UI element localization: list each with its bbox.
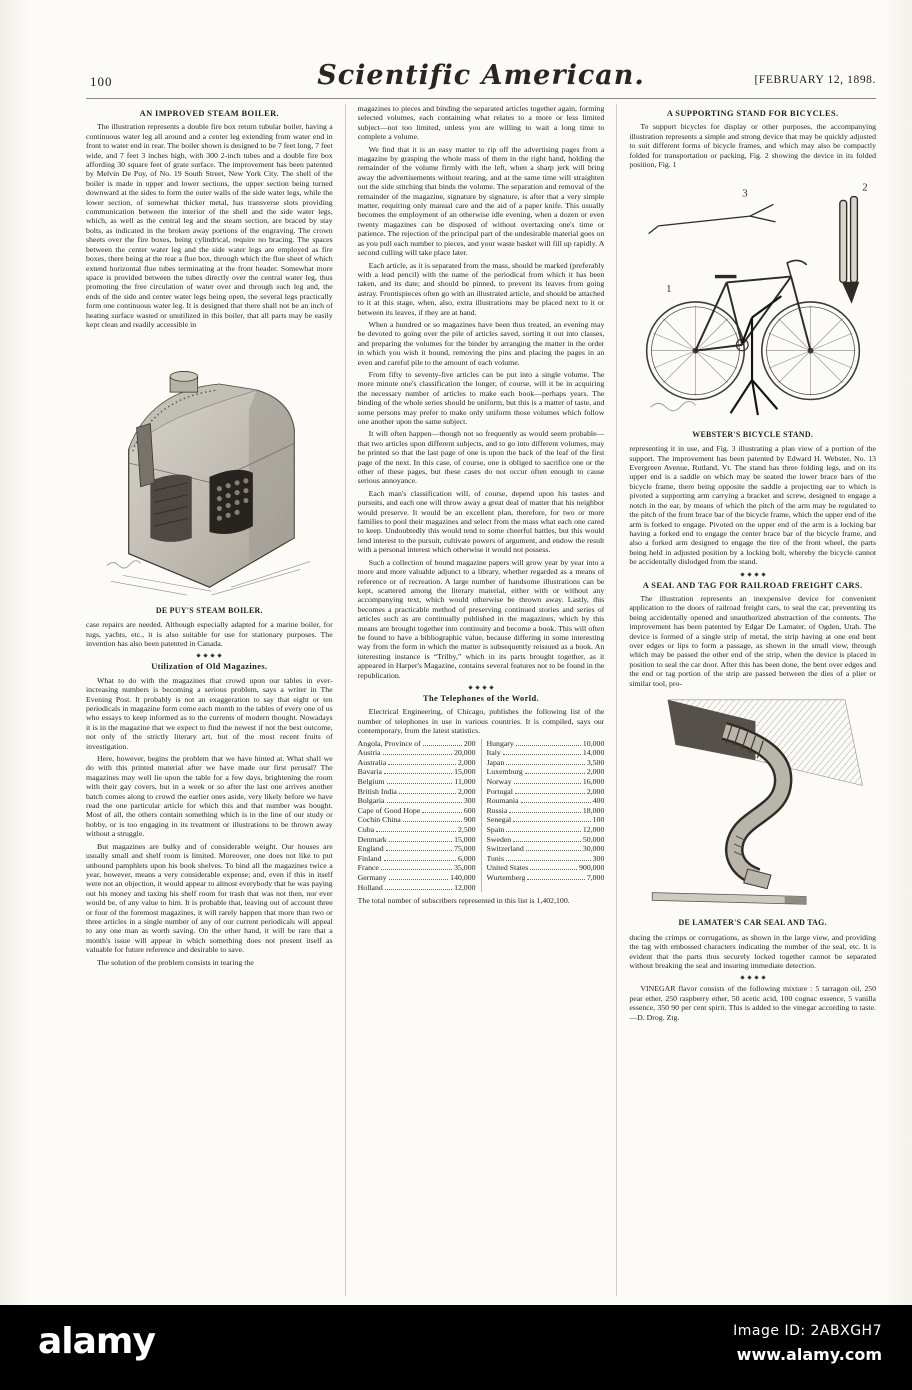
article-title-steam-boiler: AN IMPROVED STEAM BOILER.: [139, 109, 280, 118]
dot-leader: [514, 783, 581, 784]
dot-leader: [385, 889, 452, 890]
country-name: British India: [357, 786, 397, 796]
vinegar-note: VINEGAR flavor consists of the following mixture : 5 tarragon oil, 250 pear ether, 250 raspberry ether, 50 acetic acid, 100 cognac essence, 5 vanilla essence, 350 90 per cent spirit. This is added to the vinegar according to taste.—D. Drog. Ztg.: [629, 984, 877, 1022]
divider-diamond: [754, 572, 758, 576]
seal-paragraph-2: ducing the crimps or corrugations, as shown in the large view, and providing the tag with embossed characters indicating the number of the seal, etc. It is evident that the parts thus securely locked together cannot be separated without breaking the seal and insuring immediate detection.: [629, 932, 877, 971]
divider-diamond: [475, 685, 479, 689]
telephones-intro: Electrical Engineering, of Chicago, publishes the following list of the number of telephones in use in various countries. It is compiled, says our contemporary, from the latest statistics.: [357, 707, 605, 736]
country-name: Austria: [357, 748, 381, 758]
telephone-table-row: [358, 825, 476, 835]
telephone-table-row: [358, 806, 476, 816]
telephone-table-row: [358, 815, 476, 825]
dot-leader: [403, 821, 462, 822]
magazines-paragraph: It will often happen—though not so frequently as would seem probable—that two articles upon different subjects, and to go into different volumes, may be printed so that the last page of one is upon the back of the leaf of the first page of the next. In this case, of course, one is obliged to sacrifice one or the other of these pages, but these cases do not occur often enough to cause serious annoyance.: [357, 429, 605, 486]
telephone-table-row: [358, 767, 476, 777]
magazines-paragraph: When a hundred or so magazines have been thus treated, an evening may be devoted to going over the pile of articles saved, sorting it out into classes, and preparing the volumes for the binder by arranging the matter in the order in which you wish it bound, removing the pins and placing the pages in an even and careful pile to the amount of each volume.: [357, 319, 605, 367]
country-name: Germany: [357, 872, 387, 882]
telephone-table-row: [487, 844, 605, 854]
divider-diamond: [754, 976, 758, 980]
divider-diamond: [747, 976, 751, 980]
dot-leader: [384, 860, 456, 861]
alamy-watermark-bar: [0, 1305, 912, 1390]
divider-diamond: [740, 976, 744, 980]
telephone-count: 300: [592, 853, 605, 863]
dot-leader: [388, 764, 456, 765]
country-name: Italy: [486, 748, 501, 758]
telephone-count: 6,000: [457, 853, 476, 863]
steam-boiler-illustration: [93, 333, 325, 601]
magazines-paragraph: Each man's classification will, of course, depend upon his tastes and pursuits, and each one will throw away a great deal of matter that his neighbor would preserve. It would be an excellent plan, therefore, for two or more families to pool their magazines and select from the mass what each one cared to keep. Undoubtedly this would tend to some cheerful battles, but this would lend interest to the pursuit, cultivate powers of argument, and endow the result with a personal interest which otherwise it would not possess.: [357, 488, 605, 555]
telephone-table-row: [358, 854, 476, 864]
article-title-bicycle-stand: A SUPPORTING STAND FOR BICYCLES.: [666, 109, 839, 118]
image-id: Image ID: 2ABXGH7: [733, 1323, 882, 1339]
issue-date: [FEBRUARY 12, 1898.: [754, 74, 876, 86]
divider-diamond: [740, 572, 744, 576]
masthead-title: Scientific American.: [317, 60, 645, 91]
dot-leader: [376, 831, 456, 832]
divider-diamond: [761, 976, 765, 980]
article-title-car-seal: A SEAL AND TAG FOR RAILROAD FREIGHT CARS.: [642, 580, 863, 590]
column-1: [86, 104, 333, 1296]
telephone-table-row: [358, 758, 476, 768]
telephones-table-left-column: [358, 739, 482, 893]
dot-leader: [503, 754, 581, 755]
country-name: Senegal: [486, 815, 512, 825]
telephone-count: 400: [592, 796, 605, 806]
steam-boiler-caption: DE PUY'S STEAM BOILER.: [155, 605, 263, 615]
divider-diamond: [211, 654, 215, 658]
telephone-count: 900: [463, 815, 476, 825]
section-divider: [86, 654, 333, 657]
magazines-paragraph: From fifty to seventy-five articles can be put into a single volume. The more minute one's classification the longer, of course, will it be in acquiring the necessary number of articles to make each book—perhaps years. The binding of the whole series should be uniform, but this is a matter of taste, and some persons may prefer to make only uniform those volumes which follow one another upon the same subject.: [357, 369, 605, 426]
telephone-count: 3,500: [586, 757, 605, 767]
divider-diamond: [761, 572, 765, 576]
telephone-count: 30,000: [582, 844, 605, 854]
bicycle-stand-illustration: [633, 173, 873, 425]
telephone-table-row: [487, 796, 605, 806]
article-title-telephones: The Telephones of the World.: [423, 693, 539, 703]
seal-paragraph-1: The illustration represents an inexpensive device for convenient application to the doors of railroad freight cars, to seal the car, preventing its being accidentally opened and unauthorized abstraction of the contents. The improvement has been patented by Edgar De Lamater, of Ogden, Utah. The device is formed of a single strip of metal, the strip having at one end bent over edges or lips to form a passage, as shown in the small view, through which may be passed the other end of the strip, when the device is placed in position to seal the car door. After this has been done, the bent over edges and the end or tag portion of the strip are passed between the dies of a plier or similar tool, pro-: [629, 593, 877, 688]
telephone-table-row: [358, 844, 476, 854]
telephone-table-row: [358, 739, 476, 749]
dot-leader: [506, 860, 591, 861]
telephones-table-right-column: [487, 739, 605, 893]
country-name: Tunis: [486, 853, 505, 863]
country-name: Hungary: [486, 738, 514, 748]
telephone-table-row: [487, 835, 605, 845]
country-name: Russia: [486, 805, 508, 815]
page-number: 100: [90, 74, 113, 89]
divider-diamond: [468, 685, 472, 689]
country-name: Portugal: [486, 786, 513, 796]
telephone-count: 12,000: [454, 882, 476, 892]
telephone-count: 20,000: [454, 748, 476, 758]
country-name: Denmark: [357, 834, 387, 844]
magazines-paragraph: Such a collection of bound magazine papers will grow year by year into a more and more valuable adjunct to a library, whether regarded as a means of reference or of recreation. A large number of handsome illustrations can be kept, scattered among the literary material, either with or without any accompanying text, which would otherwise be thrown away. Lastly, this becomes a practicable method of preserving continued stories and series of articles such as are continually published in the magazines, which by this means are brought together into continuity and become a book. This will often be found to have a bibliographic value, because differing in some interesting way from the form in which the matter is subsequently reissued as a book. An interesting instance is “Trilby,” which in its parts brought together, as it appeared in Harper's Magazine, contains several features not to be found in the republication.: [357, 557, 605, 680]
telephone-count: 2,500: [457, 824, 476, 834]
header-rule: [86, 98, 876, 99]
telephone-table-row: [487, 873, 605, 883]
telephone-count: 2,000: [586, 786, 605, 796]
divider-diamond: [218, 654, 222, 658]
section-divider: [629, 976, 876, 979]
telephone-count: 12,000: [582, 824, 605, 834]
telephone-count: 15,000: [454, 767, 476, 777]
magazines-paragraph: Here, however, begins the problem that we have hinted at. What shall we do with this printed material after we have made our first perusal? The magazines may well lie upon the table for a few days, brightening the room with their gay covers, but in a week or so after the last one arrives another batch comes along to crowd the earlier ones aside, very likely before we have read the one particular article for which this and that number was bought. Most of all, the others contain something which is in the line of our study or hobby, or is too engaging in its treatment or illustrations to be thrown away without a struggle.: [86, 754, 333, 839]
telephone-table-row: [358, 748, 476, 758]
bicycle-stand-caption: WEBSTER'S BICYCLE STAND.: [692, 429, 814, 439]
magazines-paragraph: But magazines are bulky and of considerable weight. Our houses are usually small and shelf room is limited. Moreover, one does not like to put unbound pamphlets upon his book shelves. To bind all the magazines twice a year, however, means a very considerable expense; and, even if this in itself were not an objection, it would appear to almost everybody that he was paying out his money and taxing his shelf room for trash that was not then, nor ever would be, of any value to him. It is probable that, leaving out of account three or four of the foremost magazines, it will rarely happen that more than two or three articles in a single number of any of our current periodicals will appeal to any one man as worth saving. On the other hand, it will be rare that a month's issue will appear in which something does not present itself as valuable for future reference and desirable to save.: [86, 841, 333, 955]
country-name: Holland: [357, 882, 383, 892]
magazines-paragraph: What to do with the magazines that crowd upon our tables in ever-increasing numbers is becoming a serious problem, says a writer in The Evening Post. It probably is not an exaggeration to say that eight or ten periodicals in magazine form come each month to the tables of every one of us who essays to keep informed as to the currents of modern thought. Nowadays it is in the magazine that we expect to find the newest if not the best outcome, not only of the strictly literary art, but of the most recent fruits of investigation.: [86, 675, 333, 751]
column-3: [616, 104, 876, 1296]
telephone-count: 16,000: [582, 776, 605, 786]
telephones-table: [358, 739, 605, 893]
telephone-table-row: [487, 777, 605, 787]
divider-diamond: [489, 685, 493, 689]
country-name: Spain: [486, 824, 505, 834]
telephone-count: 2,000: [457, 757, 476, 767]
dot-leader: [386, 850, 452, 851]
car-seal-illustration: [638, 692, 868, 914]
telephone-count: 75,000: [454, 844, 476, 854]
telephone-table-row: [358, 796, 476, 806]
telephones-total: The total number of subscribers represented in this list is 1,402,100.: [357, 896, 570, 906]
dot-leader: [515, 793, 585, 794]
telephone-count: 50,000: [582, 834, 605, 844]
dot-leader: [389, 879, 448, 880]
country-name: France: [357, 863, 379, 873]
country-name: England: [357, 844, 384, 854]
dot-leader: [513, 841, 581, 842]
dot-leader: [506, 831, 581, 832]
telephone-count: 15,000: [454, 834, 476, 844]
car-seal-caption: DE LAMATER'S CAR SEAL AND TAG.: [678, 918, 827, 928]
telephone-count: 2,000: [586, 767, 605, 777]
dot-leader: [530, 869, 577, 870]
section-divider: [358, 686, 605, 689]
page-header: [86, 58, 876, 96]
telephone-count: 100: [592, 815, 605, 825]
article-title-magazines: Utilization of Old Magazines.: [151, 662, 268, 672]
figure-label: 3: [741, 187, 748, 200]
telephone-table-row: [487, 758, 605, 768]
column-2: [345, 104, 605, 1296]
magazines-paragraph: Each article, as it is separated from the mass, should be marked (preferably with a lead pencil) with the name of the periodical from which it has been taken, and its date; and should be pinned, to prevent its leaves from going astray. Frontispieces often go with an illustrated article, and should be attached to it at this stage, when, also, extra illustrations may be placed next to it or between its leaves, if they are at hand.: [357, 260, 605, 317]
telephone-table-row: [358, 873, 476, 883]
magazines-paragraph: We find that it is an easy matter to rip off the advertising pages from a magazine by grasping the whole mass of them in the right hand, holding the remainder of the volume firmly with the left, when a sharp jerk will bring away the advertisements without tearing, and at the same time will straighten out the side stitching that binds the volume. The separation and removal of the remainder of the magazine, signature by signature, is after that a very simple matter, requiring only manual care and the aid of a paper knife. This usually becomes the employment of an otherwise idle evening, when a dozen or even twenty magazines can be disposed of without overtaxing one's time or patience. The rejection of the principal part of the undesirable material goes on as you pull each number to pieces, and your waste basket will fill up rapidly. A second culling will take place later.: [357, 144, 605, 258]
country-name: United States: [486, 863, 529, 873]
dot-leader: [506, 764, 585, 765]
country-name: Cape of Good Hope: [357, 805, 421, 815]
dot-leader: [513, 821, 590, 822]
divider-diamond: [204, 654, 208, 658]
country-name: Finland: [357, 853, 382, 863]
dot-leader: [384, 773, 452, 774]
magazines-paragraph: The solution of the problem consists in tearing the: [97, 957, 254, 967]
alamy-meta: [733, 1323, 882, 1364]
alamy-logo: alamy: [38, 1321, 155, 1362]
country-name: Cuba: [357, 824, 375, 834]
dot-leader: [387, 802, 462, 803]
country-name: Cochin China: [357, 815, 401, 825]
dot-leader: [521, 802, 591, 803]
telephone-table-row: [487, 739, 605, 749]
magazines-paragraph-continued: magazines to pieces and binding the separated articles together again, forming selected volumes, each containing what relates to a more or less limited subject—not too limited, unless you are willing to wait a long time to complete a volume.: [357, 104, 605, 142]
telephone-table-row: [487, 748, 605, 758]
country-name: Japan: [486, 757, 505, 767]
country-name: Belgium: [357, 776, 385, 786]
bicycle-paragraph-2: representing it in use, and Fig. 3 illustrating a plan view of a portion of the support. The improvement has been patented by Edward H. Webster, No. 13 Evergreen Avenue, Rutland, Vt. The stand has three folding legs, and on its upper end is a saddle on which may be seated the lower brace bars of the bicycle frame, there being opposite the saddle a projecting ear to which is pivoted a supporting arm carrying a bracket and screw, designed to engage a notch in the ear, by means of which the pitch of the arm may be regulated to the pitch of the front brace bar of the bicycle frame, which the upper end of the arm is forked to engage. Pivoted on the upper end of the arm is a locking bar having a forked end to engage the center brace bar of the bicycle frame, and also a forked arm designed to engage the tire of the front wheel, the parts being held in adjusted position by a locking bolt, whereby the bicycle cannot be accidentally dislodged from the stand.: [629, 444, 877, 567]
dot-leader: [387, 783, 453, 784]
dot-leader: [399, 793, 456, 794]
telephone-count: 600: [463, 805, 476, 815]
dot-leader: [525, 773, 585, 774]
telephone-count: 11,000: [454, 776, 476, 786]
steam-boiler-figure: [86, 333, 333, 615]
dot-leader: [422, 812, 462, 813]
telephone-count: 300: [463, 796, 476, 806]
boiler-paragraph-2: case repairs are needed. Although especially adapted for a marine boiler, for tugs, yachts, etc., it is also suitable for use for stationary purposes. The invention has also been patented in Canada.: [86, 620, 333, 648]
figure-label: 1: [665, 283, 672, 296]
telephone-table-row: [358, 863, 476, 873]
dot-leader: [509, 812, 581, 813]
telephone-count: 35,000: [454, 863, 476, 873]
country-name: Sweden: [486, 834, 512, 844]
telephone-count: 900,000: [579, 863, 605, 873]
telephone-table-row: [487, 787, 605, 797]
telephone-count: 200: [463, 738, 476, 748]
dot-leader: [526, 850, 581, 851]
telephone-count: 10,000: [582, 738, 605, 748]
country-name: Switzerland: [486, 844, 524, 854]
country-name: Wurtemberg: [486, 872, 526, 882]
country-name: Norway: [486, 776, 512, 786]
bicycle-paragraph-1: To support bicycles for display or other purposes, the accompanying illustration represents a simple and strong device that may be quickly adjusted to suit different forms of bicycle frames, and which may also be compactly folded for transportation or packing, Fig. 2 showing the device in its folded position, Fig. 1: [629, 122, 877, 170]
car-seal-figure: [629, 692, 876, 928]
alamy-url: www.alamy.com: [736, 1345, 882, 1364]
telephone-table-row: [487, 863, 605, 873]
telephone-table-row: [487, 854, 605, 864]
telephone-table-row: [487, 825, 605, 835]
dot-leader: [381, 869, 452, 870]
telephone-count: 140,000: [450, 872, 476, 882]
dot-leader: [527, 879, 584, 880]
divider-diamond: [747, 572, 751, 576]
dot-leader: [383, 754, 452, 755]
telephone-count: 2,000: [457, 786, 476, 796]
telephone-table-row: [358, 787, 476, 797]
country-name: Bavaria: [357, 767, 382, 777]
figure-label: 2: [861, 182, 868, 195]
telephone-table-row: [487, 767, 605, 777]
telephone-table-row: [358, 883, 476, 893]
country-name: Luxemburg: [486, 767, 523, 777]
telephone-table-row: [358, 777, 476, 787]
telephone-count: 14,000: [582, 748, 605, 758]
telephone-table-row: [358, 835, 476, 845]
article-columns: [86, 104, 876, 1296]
telephone-table-row: [487, 815, 605, 825]
country-name: Bulgaria: [357, 796, 385, 806]
section-divider: [629, 573, 876, 576]
dot-leader: [389, 841, 452, 842]
bicycle-stand-figure: [629, 173, 876, 439]
country-name: Australia: [357, 757, 387, 767]
dot-leader: [516, 745, 581, 746]
divider-diamond: [197, 654, 201, 658]
country-name: Roumania: [486, 796, 519, 806]
dot-leader: [423, 745, 462, 746]
boiler-paragraph-1: The illustration represents a double fire box return tubular boiler, having a continuous water leg all around and a center leg extending from water end in front to water end in rear. The boiler shown is designed to be 7 feet long, 7 feet wide, and 7 feet 3 inches high, with 300 2-inch tubes and a double fire box affording 30 square feet of grate surface. The improvement has been patented by Melvin De Puy, of No. 19 South Street, New York City. The shell of the boiler is made in upper and lower sections, the upper section being turned downward at the sides to form the outer walls of the side water legs, while the lower section, of somewhat thicker metal, has transverse slots providing communication between the interior of the shell and the side water legs, which, as well as the central leg and the steam section, are braced by stay bolts, as indicated in the broken away portions of the engraving. The crown sheets over the fire boxes, being cylindrical, require no bracing. The spaces between the center water leg and the side water legs are employed as fire boxes, there being at the rear a flue box, through which the flue sheet of which extend horizontal flue tubes terminating at the front header. Somewhat more space is provided between the tubes directly over the central water leg, thus promoting the free circulation of water over and through such leg and, the ends of the side and center water legs being open, the several legs practically form one continuous water leg. It is designed that there shall not be an inch of heating surface wasted or unutilized in this boiler, that all parts may be easily kept clean and readily accessible in: [86, 122, 333, 329]
telephone-count: 18,000: [582, 805, 605, 815]
telephone-table-row: [487, 806, 605, 816]
divider-diamond: [482, 685, 486, 689]
country-name: Angola, Province of: [357, 738, 421, 748]
telephone-count: 7,000: [586, 872, 605, 882]
